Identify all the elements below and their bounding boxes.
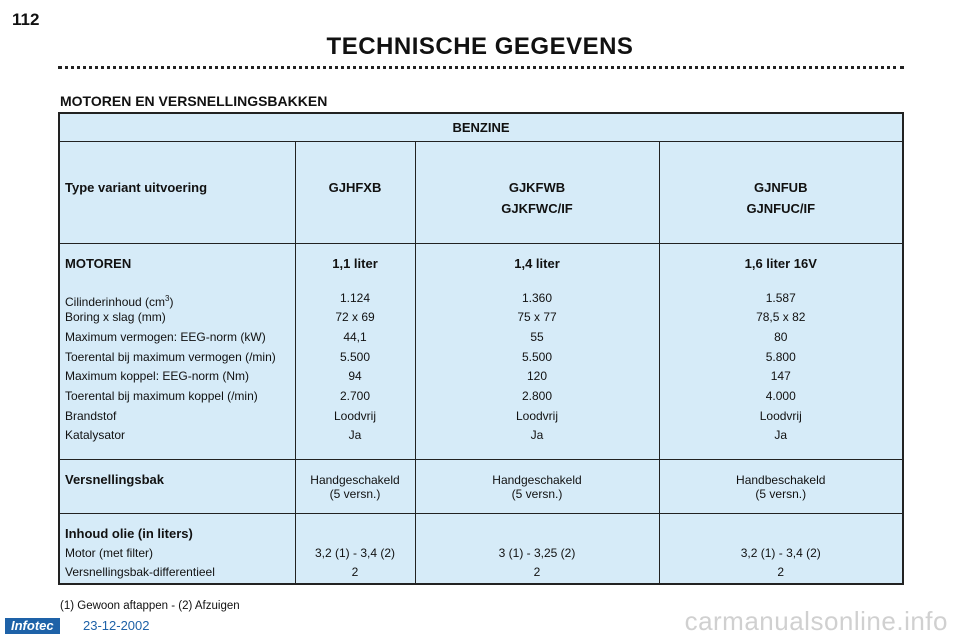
type-code: GJHFXB (328, 179, 382, 195)
infotec-logo: Infotec (5, 618, 60, 634)
oil-cell-1 (295, 513, 415, 584)
table-header-row (59, 113, 903, 141)
oil-value: 2 (777, 565, 785, 580)
spec-value: Ja (774, 428, 788, 443)
gearbox-type: Handbeschakeld (736, 472, 826, 487)
page-title: TECHNISCHE GEGEVENS (326, 33, 634, 60)
spec-value: 44,1 (343, 329, 367, 344)
engine-label-cell (59, 243, 295, 459)
engine-specs-row (59, 243, 903, 459)
print-date: 23-12-2002 (83, 618, 150, 633)
oil-row-label: Motor (met filter) (65, 545, 154, 560)
spec-value: Ja (348, 428, 362, 443)
gearbox-cell-1 (295, 459, 415, 513)
gearbox-cell-2 (415, 459, 659, 513)
oil-label: Inhoud olie (in liters) (65, 525, 193, 541)
spec-label: Cilinderinhoud $(cm^3)$ (65, 293, 174, 309)
spec-label: Boring x slag (mm) (65, 310, 166, 325)
spec-value: 4.000 (765, 388, 796, 403)
spec-label: Katalysator (65, 428, 126, 443)
gearbox-label: Versnellingsbak (65, 471, 164, 487)
spec-label: Brandstof (65, 408, 117, 423)
spec-label: Maximum vermogen: EEG-norm (kW) (65, 329, 266, 344)
spec-value: 2.700 (339, 388, 371, 403)
spec-value: 1.360 (521, 290, 553, 305)
spec-value: 94 (348, 369, 362, 384)
dotted-divider (58, 66, 904, 69)
spec-value: 1.587 (765, 290, 796, 305)
engine-cell-2 (415, 243, 659, 459)
engine-cell-3 (659, 243, 903, 459)
spec-table (58, 112, 904, 585)
watermark: carmanualsonline.info (684, 606, 948, 636)
spec-value: 147 (770, 369, 791, 384)
gearbox-gears: (5 versn.) (511, 486, 563, 501)
spec-value: 78,5 x 82 (756, 310, 806, 325)
fuel-header: BENZINE (59, 113, 903, 141)
type-cell-3 (659, 141, 903, 243)
oil-value: 2 (351, 565, 359, 580)
type-label-cell (59, 141, 295, 243)
type-cell-1 (295, 141, 415, 243)
motoren-label: MOTOREN (65, 255, 132, 271)
spec-value: Loodvrij (515, 408, 559, 423)
type-code: GJNFUB (754, 179, 808, 195)
spec-value: 5.800 (765, 349, 796, 364)
gearbox-type: Handgeschakeld (492, 472, 582, 487)
engine-size: 1,6 liter 16V (744, 255, 817, 271)
spec-label: Toerental bij maximum koppel (/min) (65, 388, 258, 403)
oil-value: 3,2 (1) - 3,4 (2) (740, 545, 821, 560)
gearbox-label-cell (59, 459, 295, 513)
oil-value: 3,2 (1) - 3,4 (2) (314, 545, 396, 560)
footnote: (1) Gewoon aftappen - (2) Afzuigen (60, 600, 240, 612)
gearbox-row (59, 459, 903, 513)
spec-value: Ja (530, 428, 544, 443)
oil-row-label: Versnellingsbak-differentieel (65, 565, 215, 580)
type-label: Type variant uitvoering (65, 179, 208, 195)
spec-value: 120 (526, 369, 548, 384)
spec-value: 5.500 (521, 349, 553, 364)
type-cell-2 (415, 141, 659, 243)
engine-size: 1,1 liter (332, 255, 378, 271)
spec-value: 72 x 69 (335, 310, 375, 325)
type-code: GJKFWB (508, 179, 566, 195)
gearbox-type: Handgeschakeld (310, 472, 400, 487)
type-code-alt: GJNFUC/IF (746, 200, 816, 216)
spec-value: Loodvrij (333, 408, 377, 423)
spec-value: 5.500 (339, 349, 371, 364)
oil-value: 3 (1) - 3,25 (2) (498, 545, 576, 560)
gearbox-gears: (5 versn.) (329, 486, 381, 501)
spec-label: Toerental bij maximum vermogen (/min) (65, 349, 276, 364)
oil-cell-3 (659, 513, 903, 584)
spec-value: 2.800 (521, 388, 553, 403)
gearbox-cell-3 (659, 459, 903, 513)
page-number: 112 (12, 10, 40, 29)
engine-cell-1 (295, 243, 415, 459)
oil-capacity-row (59, 513, 903, 584)
engine-size: 1,4 liter (514, 255, 560, 271)
type-code-alt: GJKFWC/IF (501, 200, 573, 216)
section-title: MOTOREN EN VERSNELLINGSBAKKEN (60, 93, 328, 109)
oil-value: 2 (533, 565, 541, 580)
spec-value: Loodvrij (759, 408, 802, 423)
spec-value: 55 (530, 329, 544, 344)
spec-value: 80 (774, 329, 788, 344)
oil-cell-2 (415, 513, 659, 584)
gearbox-gears: (5 versn.) (755, 486, 807, 501)
spec-label: Maximum koppel: EEG-norm (Nm) (65, 369, 250, 384)
type-row (59, 141, 903, 243)
spec-value: 1.124 (339, 290, 371, 305)
spec-value: 75 x 77 (517, 310, 557, 325)
oil-label-cell (59, 513, 295, 584)
